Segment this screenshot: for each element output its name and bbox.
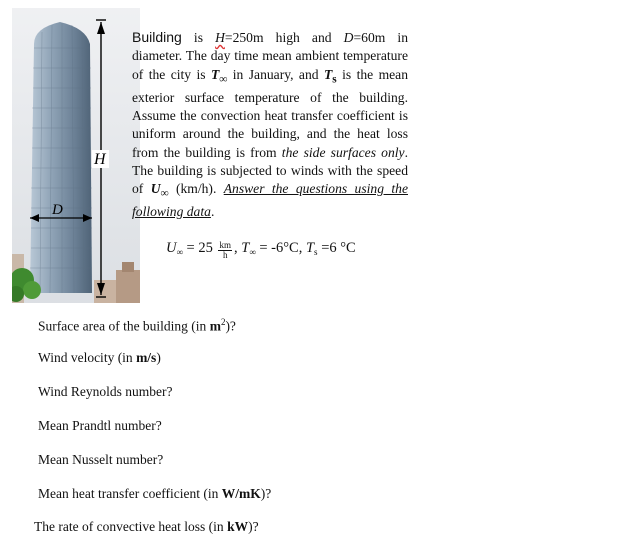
- instruction-underlined: Answer the questions using the following data: [132, 181, 408, 220]
- diameter-label: D: [52, 202, 63, 218]
- problem-text: in January, and: [227, 66, 324, 82]
- height-label: H: [94, 151, 106, 168]
- var-sub-s: s: [332, 73, 337, 86]
- eq-t-s-symbol: T: [305, 240, 315, 256]
- eq-u-symbol: U: [166, 240, 177, 256]
- problem-text: =250m high and: [224, 30, 344, 45]
- question-heat-transfer-coefficient[interactable]: Mean heat transfer coefficient (in W/mK)?: [38, 486, 272, 501]
- var-u: U: [150, 181, 161, 197]
- eq-t-inf-value: = -6°C,: [259, 240, 303, 256]
- question-reynolds-number[interactable]: Wind Reynolds number?: [38, 384, 173, 399]
- problem-paragraph: [132, 28, 408, 221]
- problem-text: . The building is subjected to winds with the speed of: [132, 144, 408, 197]
- eq-u-unit: $\frac{km}{h}$: [219, 240, 231, 260]
- eq-t-inf-symbol: T: [241, 240, 250, 256]
- question-wind-velocity[interactable]: Wind velocity (in m/s): [38, 350, 161, 365]
- question-prandtl-number[interactable]: Mean Prandtl number?: [38, 418, 162, 433]
- eq-u-sub: ∞: [176, 247, 183, 257]
- var-t: T: [210, 66, 220, 82]
- question-convective-heat-loss[interactable]: The rate of convective heat loss (in kW)?: [34, 519, 259, 534]
- problem-text: .: [210, 204, 215, 220]
- problem-text: =60m in diameter. The day time mean ambient temperature of the city is: [132, 30, 408, 82]
- eq-t-inf-sub: ∞: [249, 247, 256, 257]
- problem-lead-word: Building: [132, 29, 182, 45]
- question-nusselt-number[interactable]: Mean Nusselt number?: [38, 452, 164, 467]
- given-data-equation: $U_\infty = 25$ $\frac{km}{h}$ , $T_\infty = -6^\circ C$, $T_s =6$ °C: [166, 240, 356, 260]
- problem-text: is: [181, 30, 216, 45]
- var-t: T: [323, 66, 333, 82]
- eq-t-s-value: =6 °C: [321, 240, 356, 256]
- tower-body: [30, 22, 92, 293]
- eq-t-s-sub: s: [314, 247, 318, 257]
- eq-u-value: = 25: [186, 240, 213, 256]
- var-sub-inf: ∞: [160, 187, 169, 200]
- emphasis-side-surfaces: the side surfaces only: [281, 144, 405, 160]
- var-h: H: [215, 30, 225, 45]
- question-surface-area[interactable]: Surface area of the building (in $m^2$)?: [38, 317, 236, 334]
- var-d: D: [343, 30, 354, 45]
- var-sub-inf: ∞: [219, 73, 228, 86]
- problem-text: (km/h).: [168, 181, 224, 197]
- problem-statement: [132, 28, 408, 221]
- problem-text: is the mean exterior surface temperature of the building. Assume the convection heat transfer coefficient is uniform around the building, and the heat loss from the building is from: [132, 66, 409, 160]
- building-figure: [12, 8, 140, 303]
